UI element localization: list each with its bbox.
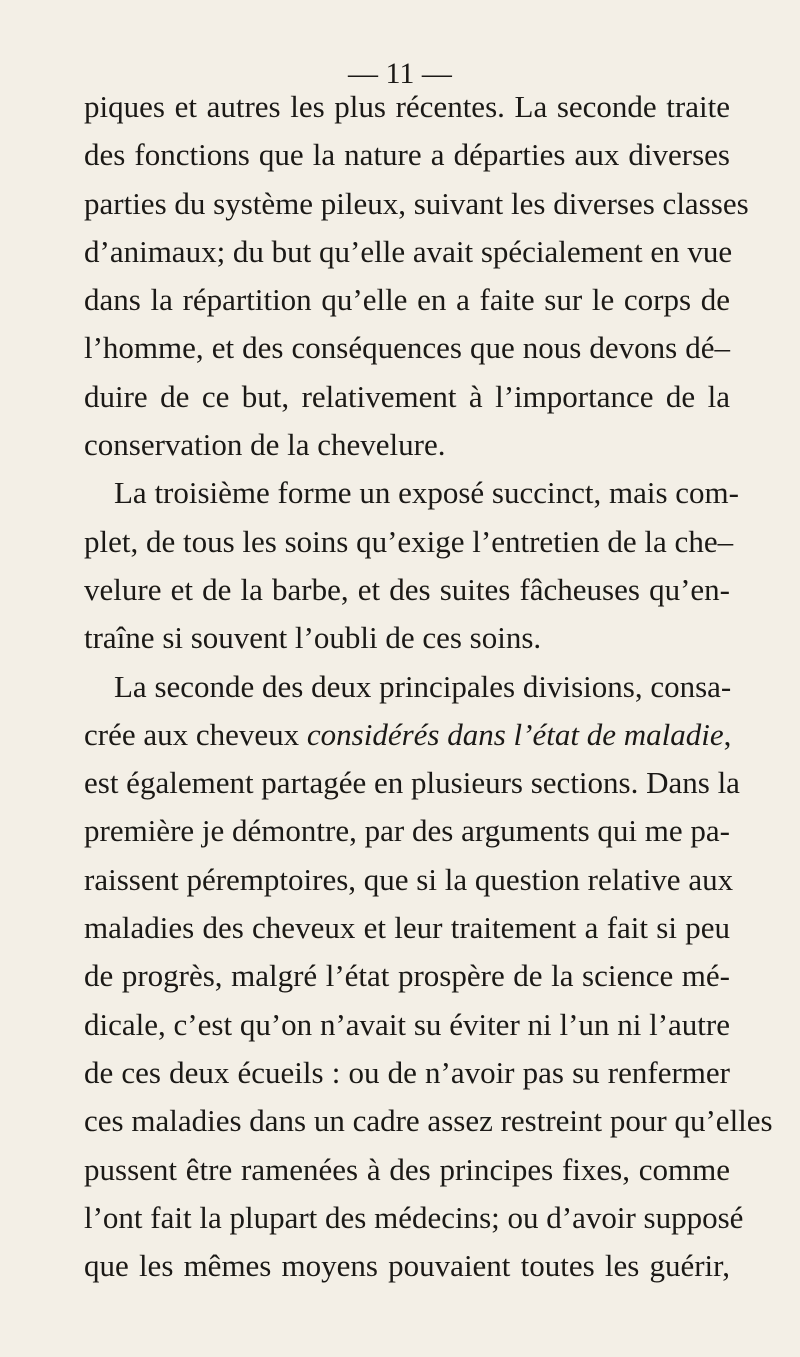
text-line: l’ont fait la plupart des médecins; ou d’avoir supposé [84,1199,744,1235]
text-line: est également partagée en plusieurs sections. Dans la [84,765,740,801]
text-line: plet, de tous les soins qu’exige l’entretien de la che– [84,523,734,559]
italic-phrase: considérés dans l’état de maladie [306,716,724,752]
text-line: conservation de la chevelure. [84,427,446,463]
text-fragment: crée aux cheveux [84,716,307,752]
text-line: dans la répartition qu’elle en a faite sur le corps de [84,282,730,318]
text-line: de ces deux écueils : ou de n’avoir pas su renfermer [84,1054,730,1090]
text-line: dicale, c’est qu’on n’avait su éviter ni l’un ni l’autre [84,1006,730,1042]
text-line: parties du système pileux, suivant les diverses classes [84,185,749,221]
text-line: l’homme, et des conséquences que nous devons dé– [84,330,730,366]
text-line: pussent être ramenées à des principes fixes, comme [84,1151,730,1187]
page-number: — 11 — [348,57,452,90]
paragraph-start-line: La troisième forme un exposé succinct, mais com- [114,475,739,511]
text-line: piques et autres les plus récentes. La seconde traite [84,89,730,124]
text-line: traîne si souvent l’oubli de ces soins. [84,620,542,656]
text-line: duire de ce but, relativement à l’importance de la [84,378,730,414]
text-line: que les mêmes moyens pouvaient toutes les guérir, [84,1248,730,1284]
text-line: des fonctions que la nature a départies aux diverses [84,137,730,173]
text-line: d’animaux; du but qu’elle avait spécialement en vue [84,233,733,269]
text-line-with-italic [84,711,730,759]
text-line: de progrès, malgré l’état prospère de la science mé- [84,958,730,994]
text-line: première je démontre, par des arguments qui me pa- [84,813,730,849]
text-line: maladies des cheveux et leur traitement a fait si peu [84,910,730,946]
text-line: ces maladies dans un cadre assez restreint pour qu’elles [84,1103,773,1139]
text-fragment: , [723,716,732,752]
text-line: raissent péremptoires, que si la question relative aux [84,861,734,897]
text-line: velure et de la barbe, et des suites fâcheuses qu’en- [84,571,730,607]
paragraph-start-line: La seconde des deux principales divisions, consa- [114,668,732,704]
body-text [84,83,773,1290]
